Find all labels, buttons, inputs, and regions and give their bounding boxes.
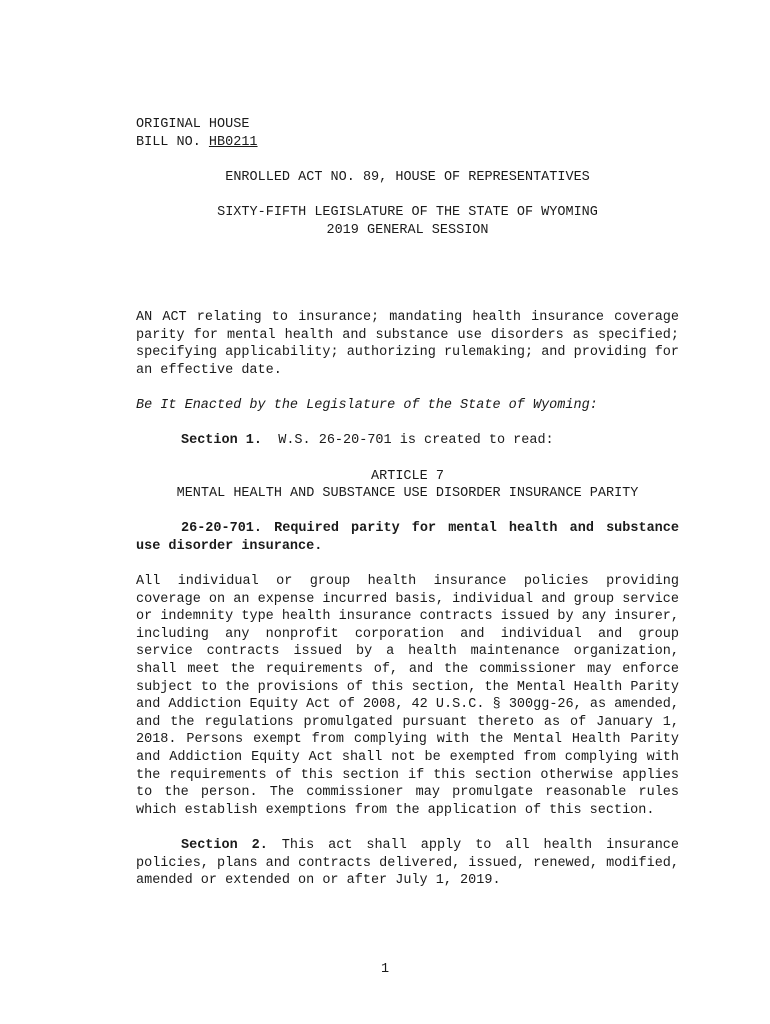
enacting-clause: Be It Enacted by the Legislature of the State of Wyoming: bbox=[136, 398, 598, 414]
subsection-heading: 26-20-701. Required parity for mental health and substance use disorder insurance. bbox=[136, 521, 679, 554]
section-2-label: Section 2. bbox=[181, 837, 268, 853]
document-page bbox=[136, 116, 679, 890]
subsection-body: All individual or group health insurance policies providing coverage on an expense incurred basis, individual and group service or indemnity type health insurance contracts issued by any insurer, including any nonprofit corporation and individual and group service contracts issued by a health maintenance organization, shall meet the requirements of, and the commissioner may enforce subject to the provisions of this section, the Mental Health Parity and Addiction Equity Act of 2008, 42 U.S.C. § 300gg-26, as amended, and the regulations promulgated pursuant thereto as of January 1, 2018. Persons exempt from complying with the Mental Health Parity and Addiction Equity Act shall not be exempted from complying with the requirements of this section if this section otherwise applies to the person. The commissioner may promulgate reasonable rules which establish exemptions from the application of this section. bbox=[136, 574, 679, 818]
article-number: ARTICLE 7 bbox=[371, 468, 444, 484]
legislature-line: SIXTY-FIFTH LEGISLATURE OF THE STATE OF WYOMING bbox=[217, 204, 598, 220]
page-number: 1 bbox=[380, 962, 390, 977]
bill-number-line bbox=[136, 134, 679, 152]
section-2 bbox=[136, 837, 679, 890]
act-title: AN ACT relating to insurance; mandating health insurance coverage parity for mental health and substance use disorders as specified; specifying applicability; authorizing rulemaking; and providing for an effective date. bbox=[136, 310, 679, 378]
bill-origin: ORIGINAL HOUSE bbox=[136, 117, 250, 132]
bill-number: HB0211 bbox=[208, 134, 258, 150]
article-name: MENTAL HEALTH AND SUBSTANCE USE DISORDER INSURANCE PARITY bbox=[176, 486, 639, 502]
section-1-label: Section 1. bbox=[181, 433, 263, 449]
enrolled-act-line: ENROLLED ACT NO. 89, HOUSE OF REPRESENTATIVES bbox=[225, 169, 590, 185]
bill-number-label: BILL NO. bbox=[136, 134, 201, 150]
section-1 bbox=[136, 432, 679, 450]
session-line: 2019 GENERAL SESSION bbox=[326, 222, 489, 238]
section-2-text: This act shall apply to all health insurance policies, plans and contracts delivered, issued, renewed, modified, amended or extended on or after July 1, 2019. bbox=[136, 837, 679, 889]
section-1-text: W.S. 26-20-701 is created to read: bbox=[278, 433, 554, 449]
